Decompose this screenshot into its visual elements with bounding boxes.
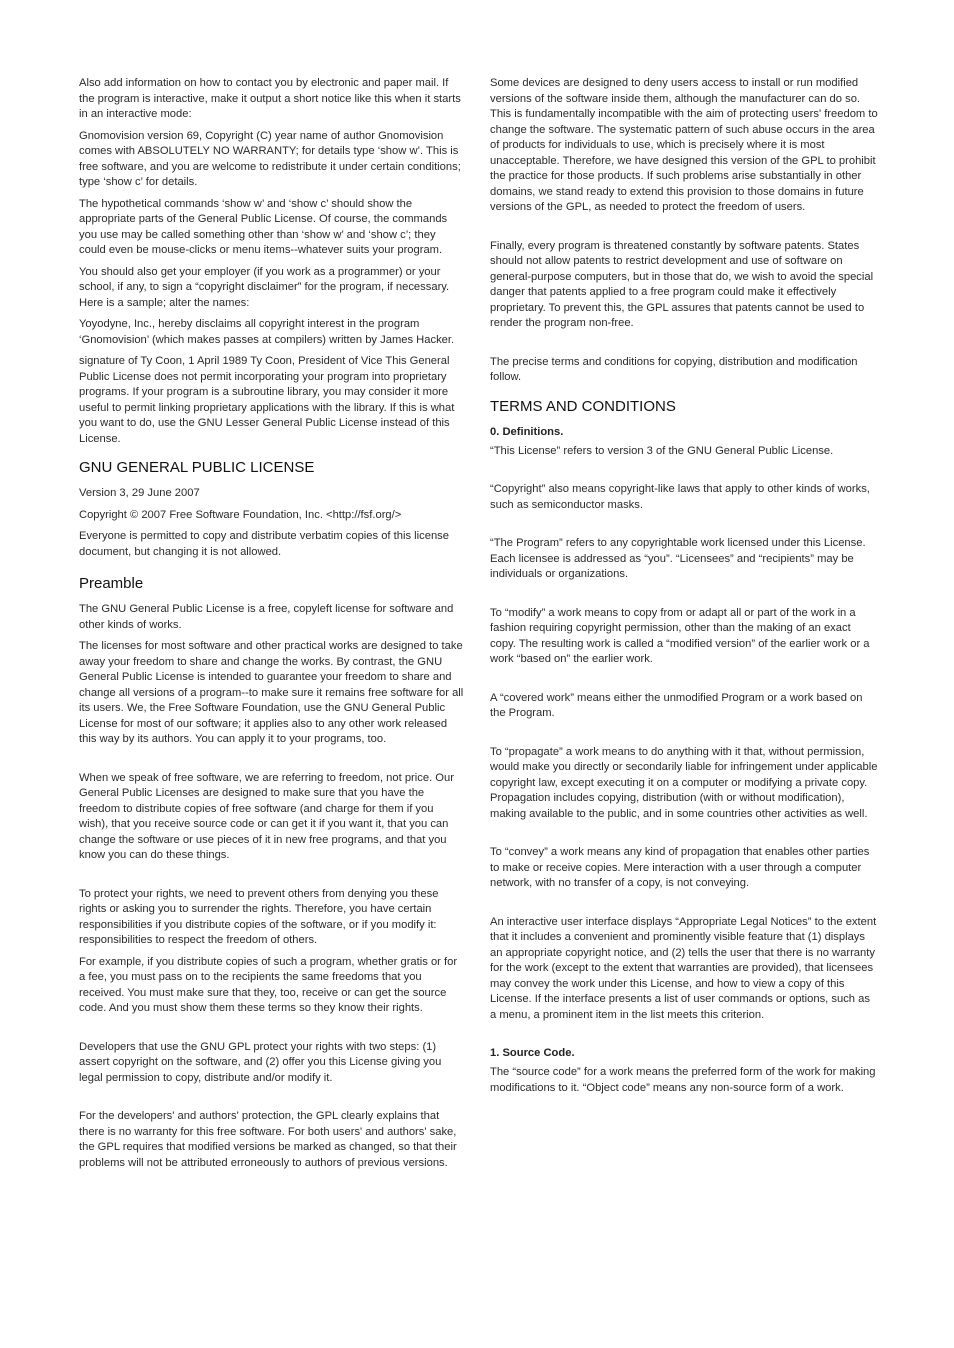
paragraph-gnomovision-notice: Gnomovision version 69, Copyright (C) year name of author Gnomovision comes with ABSOLUTELY NO WARRANTY; for details type ‘show w’. This is free software, and you are welcome to redistribute it under certain conditions; type ‘show c’ for details. — [79, 129, 461, 188]
paragraph-software-patents: Finally, every program is threatened constantly by software patents. States should not allow patents to restrict development and use of software on general-purpose computers, but in those that do, we wish to avoid the special danger that patents applied to a free program could make it effectively proprietary. To prevent this, the GPL assures that patents cannot be used to render the program non-free. — [490, 239, 874, 329]
left-column — [79, 76, 465, 1177]
paragraph-copyright: Copyright © 2007 Free Software Foundation, Inc. <http://fsf.org/> — [79, 508, 402, 521]
subheading-definitions: 0. Definitions. — [490, 425, 564, 438]
paragraph-preamble-3: When we speak of free software, we are referring to freedom, not price. Our General Public Licenses are designed to make sure that you have the freedom to distribute copies of free software (and charge for them if you wish), that you receive source code or can get it if you want it, that you can change the software or use pieces of it in new free programs, and that you know you can do these things. — [79, 771, 454, 861]
paragraph-def-propagate: To “propagate” a work means to do anything with it that, without permission, would make you directly or secondarily liable for infringement under applicable copyright law, except executing it on a computer or modifying a private copy. Propagation includes copying, distribution (with or without modification), making available to the public, and in some countries other activities as well. — [490, 745, 878, 820]
paragraph-preamble-5: For example, if you distribute copies of such a program, whether gratis or for a fee, you must pass on to the recipients the same freedoms that you received. You must make sure that they, too, receive or can get the source code. And you must show them these terms so they know their rights. — [79, 955, 458, 1014]
paragraph-hypothetical-commands: The hypothetical commands ‘show w’ and ‘show c’ should show the appropriate parts of the General Public License. Of course, the commands you use may be called something other than ‘show w’ and ‘show c’; they could even be mouse-clicks or menu items--whatever suits your program. — [79, 197, 448, 256]
paragraph-def-modify: To “modify” a work means to copy from or adapt all or part of the work in a fashion requiring copyright permission, other than the making of an exact copy. The resulting work is called a “modified version” of the earlier work or a work “based on” the earlier work. — [490, 606, 870, 665]
paragraph-preamble-7: For the developers' and authors' protection, the GPL clearly explains that there is no warranty for this free software. For both users' and authors' sake, the GPL requires that modified versions be marked as changed, so that their problems will not be attributed erroneously to authors of previous versions. — [79, 1110, 457, 1169]
subheading-source-code: 1. Source Code. — [490, 1047, 575, 1059]
paragraph-def-legal-notices: An interactive user interface displays “Appropriate Legal Notices” to the extent that it includes a convenient and prominently visible feature that (1) displays an appropriate copyright notice, and (2) tells the user that there is no warranty for the work (except to the extent that warranties are provided), that licensees may convey the work under this License, and how to view a copy of this License. If the interface presents a list of user commands or options, such as a menu, a prominent item in the list meets this criterion. — [490, 915, 877, 1021]
paragraph-terms-follow: The precise terms and conditions for copying, distribution and modification follow. — [490, 355, 858, 383]
paragraph-preamble-4: To protect your rights, we need to prevent others from denying you these rights or asking you to surrender the rights. Therefore, you have certain responsibilities if you distribute copies of the software, or if you modify it: responsibilities to respect the freedom of others. — [79, 887, 439, 946]
paragraph-preamble-1: The GNU General Public License is a free, copyleft license for software and other kinds of works. — [79, 603, 454, 631]
paragraph-version: Version 3, 29 June 2007 — [79, 487, 200, 499]
paragraph-def-this-license: “This License” refers to version 3 of the GNU General Public License. — [490, 444, 834, 457]
paragraph-def-covered-work: A “covered work” means either the unmodified Program or a work based on the Program. — [490, 691, 863, 719]
heading-preamble: Preamble — [79, 575, 144, 592]
heading-terms-and-conditions: TERMS AND CONDITIONS — [490, 397, 676, 415]
paragraph-preamble-6: Developers that use the GNU GPL protect your rights with two steps: (1) assert copyright on the software, and (2) offer you this License giving you legal permission to copy, distribute and/or modify it. — [79, 1040, 442, 1084]
paragraph-preamble-2: The licenses for most software and other practical works are designed to take away your freedom to share and change the works. By contrast, the GNU General Public License is intended to guarantee your freedom to share and change all versions of a program--to make sure it remains free software for all its users. We, the Free Software Foundation, use the GNU General Public License for most of our software; it applies also to any other work released this way by its authors. You can apply it to your programs, too. — [79, 640, 464, 745]
paragraph-yoyodyne-sample: Yoyodyne, Inc., hereby disclaims all copyright interest in the program ‘Gnomovision’ (which makes passes at compilers) written by James Hacker. — [79, 318, 455, 346]
heading-gnu-gpl: GNU GENERAL PUBLIC LICENSE — [79, 459, 315, 476]
paragraph-def-program: “The Program” refers to any copyrightable work licensed under this License. Each licensee is addressed as “you”. “Licensees” and “recipients” may be individuals or organizations. — [490, 537, 866, 580]
right-column — [490, 76, 878, 1102]
paragraph-def-copyright: “Copyright” also means copyright-like laws that apply to other kinds of works, such as semiconductor masks. — [490, 483, 870, 511]
paragraph-contact-info: Also add information on how to contact you by electronic and paper mail. If the program is interactive, make it output a short notice like this when it starts in an interactive mode: — [79, 77, 461, 120]
paragraph-source-code: The “source code” for a work means the preferred form of the work for making modifications to it. “Object code” means any non-source form of a work. — [490, 1066, 876, 1094]
paragraph-employer-disclaimer: You should also get your employer (if you work as a programmer) or your school, if any, to sign a “copyright disclaimer” for the program, if necessary. Here is a sample; alter the names: — [79, 265, 450, 309]
paragraph-everyone-permitted: Everyone is permitted to copy and distribute verbatim copies of this license document, but changing it is not allowed. — [79, 530, 449, 558]
paragraph-def-convey: To “convey” a work means any kind of propagation that enables other parties to make or receive copies. Mere interaction with a user through a computer network, with no transfer of a copy, is not conveying. — [490, 846, 870, 889]
paragraph-signature-ty-coon: signature of Ty Coon, 1 April 1989 Ty Coon, President of Vice This General Public License does not permit incorporating your program into proprietary programs. If your program is a subroutine library, you may consider it more useful to permit linking proprietary applications with the library. If this is what you want to do, use the GNU Lesser General Public License instead of this License. — [79, 355, 455, 445]
paragraph-devices-deny-access: Some devices are designed to deny users access to install or run modified versions of the software inside them, although the manufacturer can do so. This is fundamentally incompatible with the aim of protecting users' freedom to change the software. The systematic pattern of such abuse occurs in the area of products for individuals to use, which is precisely where it is most unacceptable. Therefore, we have designed this version of the GPL to prohibit the practice for those products. If such problems arise substantially in other domains, we stand ready to extend this provision to those domains in future versions of the GPL, as needed to protect the freedom of users. — [490, 77, 878, 213]
